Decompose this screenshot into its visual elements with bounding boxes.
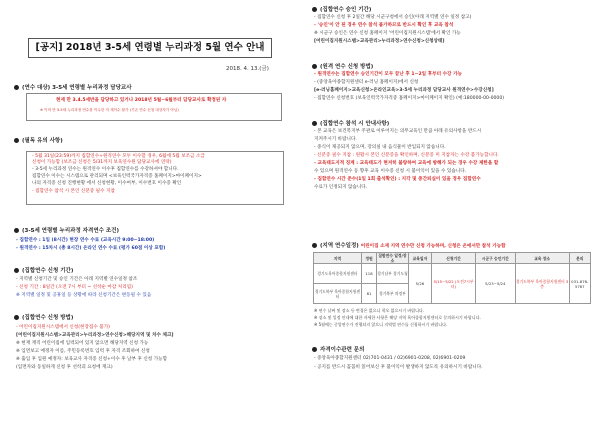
bullet-icon — [14, 138, 19, 143]
table-cell: 5/15~5/22 (오전7시부터) — [432, 264, 476, 304]
attendance-line-7: - 집합연수 시간 준수(1일 1회 출석확인) : 지각 및 중간퇴실이 있을 경우 집합연수 — [314, 177, 481, 182]
bullet-icon — [14, 228, 19, 233]
caution-line-2: 신청이 가능함 (보조금 신청은 5/31까지 보육연수원 담당교사에 연락) — [32, 160, 172, 165]
table-cell: 5/26 — [408, 264, 431, 304]
table-header: 신청기간 — [432, 253, 476, 264]
schedule-note-2: ※ 장소 및 일정 안내에 대한 자세한 사항은 해당 지역 육아종합지원센터로 문의하시기 바랍니다. — [314, 315, 481, 320]
section-conditions-heading: (3-5세 연령별 누리과정 자격연수 조건) — [14, 226, 119, 234]
table-header: 집합연수 일정/장소 — [378, 253, 407, 263]
target-note-2: ※ 이미 만 3-5세 누리과정 연수를 이수한 자 재이수 불가 (기존 연수 신청 대상자가 아님) — [40, 108, 179, 112]
bullet-icon — [312, 243, 317, 248]
apply-line-4: ※ 입면보고 예정자 이름, 주민등록번호 입력 후 자격 조회하여 신청 — [16, 349, 150, 354]
attendance-line-5: - 교육태도지적 징계 : 교육태도가 현저히 불량하여 교육에 방해가 되는 경우 수강 제한을 할 — [314, 161, 499, 166]
period-line-3: ※ 지역별 일정 및 공휴일 등 상황에 따라 신청기간은 변동될 수 있음 — [16, 293, 152, 298]
table-cell: 81 — [361, 284, 376, 304]
bullet-icon — [312, 64, 317, 69]
apply-line-6: (입면자와 동일하게 신청 후 선착괴 요청에 재크) — [16, 365, 113, 370]
approval-line-1: - 집합연수 신청 후 2일간 해당 시군구청에서 승인(아래 지역별 연수 일정 참고) — [314, 15, 472, 20]
section-approval-heading: (집합연수 승인 기간) — [312, 5, 371, 13]
table-cell: 5/23~5/24 — [475, 264, 515, 304]
section-contact-heading: 자격이수관련 문의 — [312, 345, 364, 353]
apply-line-2: [어린이집지원시스템>교육관리>누리과정>연수신청>해당지역 및 차수 체크] — [16, 333, 174, 338]
table-header-row — [314, 253, 591, 264]
table-header: 시군구 승인기간 — [475, 253, 515, 264]
approval-line-3: ※ 시군구 승인은 연수 신청 홈페이지 '어린이집지원시스템'에서 확인 가능 — [314, 31, 461, 36]
schedule-table — [313, 252, 591, 304]
target-note-1: 현재 만 3.4.5세반을 담당하고 있거나 2018년 5월~6월부터 담당교사로 확정된 자 — [56, 98, 227, 103]
caution-line-6: - 집합연수 참석 시 본인 신분증 필수 지참 — [32, 189, 115, 194]
table-header: 교육 장소 — [515, 253, 569, 264]
table-header: 교육일자 — [408, 253, 431, 264]
notice-date: 2018. 4. 13.(금) — [226, 66, 269, 72]
table-header: 정원 — [361, 253, 376, 264]
schedule-headnote: 어린이집 소재 지역 연수만 신청 가능하며, 신청은 온에서만 참석 가능함 — [360, 244, 506, 249]
caution-line-3: - 3-5세 누리과정 연수는 원격연수 이수후 집합연수를 수강하셔야 합니다. — [32, 167, 179, 172]
attendance-line-8: 수료가 인정되지 않습니다. — [314, 185, 368, 190]
caution-line-1: - 5월 31일(23:59)까지 집합연수+원격연수 모두 이수할 경우, 6월에 5월 보조금 소급 — [32, 154, 205, 159]
bullet-icon — [14, 268, 19, 273]
table-cell: 경기남부 경기도청 — [377, 264, 409, 284]
period-line-1: - 지역별 신청기간 및 승인 기간은 아래 지역별 연수일정 참조 — [16, 277, 138, 282]
bullet-icon — [312, 121, 317, 126]
table-cell: 031-876-5767 — [569, 264, 590, 304]
caution-line-5: 나의 자격증 신청 진행현황 에서 신청현황, 이수여부, 이수번호 이수증 확인 — [32, 181, 182, 186]
section-online-heading: (원격 연수 신청 방법) — [312, 62, 373, 70]
apply-line-5: ※ 출입 후 입원 예정자: 보육교사 자격증 신청+이수 후 날부 후 신청 가능함 — [16, 357, 168, 362]
section-attendance-heading: (집합연수 참석 시 안내사항) — [312, 119, 389, 127]
bullet-icon — [312, 7, 317, 12]
schedule-note-3: ※ 5월에는 중앙연수가 진행되지 않으니 지역별 연수를 신청하시기 바랍니다. — [314, 322, 448, 327]
section-period-heading: (집합연수 신청 기간) — [14, 266, 73, 274]
apply-line-1: - 어린이집지원시스템에서 신청(현장접수 불가) — [16, 325, 110, 330]
table-cell: 경기도육아종합지원센터 — [314, 264, 362, 284]
bullet-icon — [14, 315, 19, 320]
approval-line-4: [어린이집지원시스템>교육관리>누리과정>연수신청>신청상태] — [314, 39, 445, 44]
approval-line-2: - '승인'이 안 된 경우 연수 참석 불가하므로 반드시 확인 후 교육 참석 — [314, 23, 454, 28]
table-cell: 경기도북부 육아종합지원센터 — [314, 284, 362, 304]
section-apply-heading: (집합연수 신청 방법) — [14, 313, 73, 321]
table-header: 문의 — [569, 253, 590, 264]
section-schedule-heading: (지역 연수일정) 어린이집 소재 지역 연수만 신청 가능하며, 신청은 온에서만 참석 가능함 — [312, 241, 506, 249]
contact-line-1: - 중앙육아종합지원센터 02)701-0431 / 02)6901-0208, 02)6901-0209 — [314, 356, 466, 361]
online-line-4: - 집합연수 신청번호 (보육인력국가자격증 홈페이지>마이페이지 확인) (예:180000-00-0000) — [314, 96, 505, 101]
schedule-note-1: ※ 연수 날짜 및 장소 등 변경은 없으니 착오 없으시기 바랍니다. — [314, 308, 425, 313]
table-header: 지역 — [314, 253, 362, 264]
table-cell: 경기도북부 육아종합지원센터 3층 — [515, 264, 569, 304]
apply-line-3: ※ 현재 재직 어린이집에 입력되어 있지 않으면 해당지역 신청 가능 — [16, 341, 149, 346]
table-cell: 118 — [361, 264, 376, 284]
online-line-2: - (중앙육아종합지원센터 e-러닝 홈페이지)에서 신청 — [314, 80, 419, 85]
online-line-3: [e-러닝홈페이지>교육신청>온라인교육>3-5세 누리과정 담당교사 원격연수>수강신청] — [314, 88, 494, 93]
table-cell: 경기북부 의정부 — [377, 284, 409, 304]
bullet-icon — [312, 347, 317, 352]
contact-line-2: - 공지를 반드시 꼼꼼히 읽어보신 후 불이익이 발생하지 않도록 유의하시기 바랍니다. — [314, 365, 483, 370]
section-caution-heading: (필독 유의 사항) — [14, 136, 63, 144]
attendance-line-3: - 중식이 제공되지 않으며, 강의실 내 음식물이 반입되지 않습니다. — [314, 145, 446, 150]
table-row — [314, 264, 591, 284]
attendance-line-4: - 신분증 필수 지참 : 원활시 본인 신분증을 확인하며, 신분증 미 지참자는 수강 불가능합니다. — [314, 153, 499, 158]
conditions-line-2: - 원격연수 : 15차시 (총 8시간) 온라인 연수 수료 (평가 60점 이상 포함) — [16, 246, 166, 251]
period-line-2: - 신청 기간 : 8일간 (오전 7시 부터 ~ 선착순 마감 처리됨) — [16, 285, 133, 290]
attendance-line-1: - 본 교육은 보건복지부 주관로 이루어지는 의무교육인 만큼 아래 유의사항을 반드시 — [314, 129, 482, 134]
caution-line-4: 집합연수 이수는 시스템으로 관리되며 <보육인력국가자격증 홈페이지>마이페이지> — [32, 174, 202, 179]
online-line-1: - 원격연수는 집합연수 승인기간이 모두 끝난 후 1~2일 후부터 수강 가능 — [314, 72, 462, 77]
section-target-heading: (연수 대상) 3-5세 연령별 누리과정 담당교사 — [14, 83, 132, 91]
attendance-line-2: 지켜주시기 바랍니다. — [314, 137, 357, 142]
notice-title: [공지] 2018년 3-5세 연령별 누리과정 5월 연수 안내 — [28, 38, 272, 58]
attendance-line-6: 수 있으며 원격연수 등 향후 교육 이수증 신청 시 불이익이 있을 수 있습니다. — [314, 169, 467, 174]
bullet-icon — [14, 85, 19, 90]
conditions-line-1: - 집합연수 : 1일 (8시간) 현장 연수 수료 (교육시간 9:00~18:00) — [16, 238, 155, 243]
